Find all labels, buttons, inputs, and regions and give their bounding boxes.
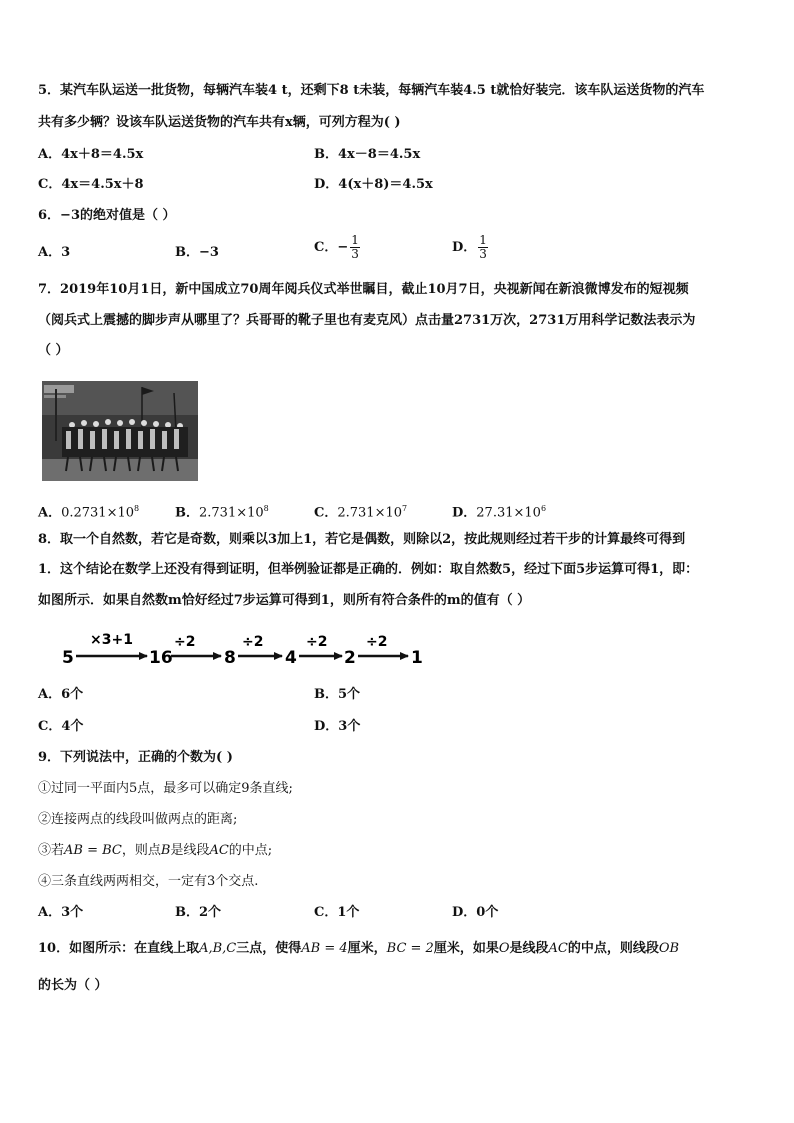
flow-number: 5 <box>62 648 74 668</box>
q9-s3-point: B <box>160 843 171 858</box>
q10-part: 三点，使得 <box>236 941 302 956</box>
q7-option-d-exponent: 6 <box>540 504 547 513</box>
q5-option-b: B．4x－8＝4.5x <box>314 147 421 162</box>
q8-stem-line3: 如图所示．如果自然数m恰好经过7步运算可得到1，则所有符合条件的m的值有（ ） <box>38 593 531 608</box>
q10-segment-ob: OB <box>658 941 680 956</box>
q7-option-b <box>175 500 269 522</box>
q10-stem-line1 <box>38 940 679 958</box>
q5-option-a: A．4x＋8＝4.5x <box>38 147 144 162</box>
q6-option-b: B．−3 <box>175 245 219 260</box>
q8-option-a: A．6个 <box>38 687 84 702</box>
q6-option-a: A．3 <box>38 245 71 260</box>
flow-number: 2 <box>344 648 356 668</box>
flow-number: 1 <box>411 648 423 668</box>
q7-option-a-label: A． <box>38 505 62 521</box>
flow-operation-label: ÷2 <box>366 634 388 650</box>
q9-statement-3 <box>38 842 272 860</box>
q6-option-d-fraction <box>478 234 488 261</box>
q6-option-d-label: D． <box>452 240 477 255</box>
q6-stem: 6．−3的绝对值是（ ） <box>38 208 176 223</box>
fraction-numerator: 1 <box>479 233 487 247</box>
q10-point-o: O <box>498 941 510 956</box>
flow-operation-label: ÷2 <box>306 634 328 650</box>
q7-option-b-base: 2.731×10 <box>199 505 264 521</box>
q10-equation-bc: BC = 2 <box>386 941 434 956</box>
q9-s3-segment: AC <box>209 843 229 858</box>
q10-part: 厘米， <box>347 941 387 956</box>
q10-equation-ab: AB = 4 <box>301 941 348 956</box>
q7-option-b-exponent: 8 <box>263 504 269 513</box>
q9-s3-part: ③若 <box>38 843 65 858</box>
flow-operation-label: ÷2 <box>174 634 196 650</box>
q7-option-a-base: 0.2731×10 <box>61 505 135 521</box>
q8-stem-line1: 8．取一个自然数，若它是奇数，则乘以3加上1，若它是偶数，则除以2，按此规则经过若干步的计算最终可得到 <box>38 532 686 547</box>
q7-option-a-exponent: 8 <box>134 504 140 513</box>
q10-segment-ac: AC <box>548 941 568 956</box>
fraction-numerator: 1 <box>351 233 359 247</box>
operation-flow-diagram <box>56 628 436 676</box>
fraction-denominator: 3 <box>351 247 359 261</box>
q5-stem-line1: 5．某汽车队运送一批货物，每辆汽车装4 t，还剩下8 t未装，每辆汽车装4.5 t就恰好装完．该车队运送货物的汽车 <box>38 83 705 98</box>
q6-option-c <box>314 234 360 261</box>
q7-option-c-base: 2.731×10 <box>337 505 403 521</box>
q7-option-a <box>38 500 139 522</box>
q7-option-c <box>314 500 407 522</box>
q9-option-c: C．1个 <box>314 905 360 920</box>
q9-option-d: D．0个 <box>452 905 499 920</box>
q9-s3-part: 的中点; <box>228 843 273 858</box>
q9-statement-2: ②连接两点的线段叫做两点的距离; <box>38 812 238 827</box>
q10-points: A,B,C <box>199 941 237 956</box>
q7-stem-line3: （ ） <box>38 343 69 358</box>
q10-part: 10．如图所示：在直线上取 <box>38 941 200 956</box>
q5-option-c: C．4x＝4.5x＋8 <box>38 177 144 192</box>
q10-part: 是线段 <box>509 941 549 956</box>
flow-number: 16 <box>149 648 173 668</box>
flow-operation-label: ÷2 <box>242 634 264 650</box>
q6-option-c-fraction <box>350 234 360 261</box>
q7-stem-line1: 7．2019年10月1日，新中国成立70周年阅兵仪式举世瞩目，截止10月7日，央视新闻在新浪微博发布的短视频 <box>38 282 689 297</box>
q9-statement-4: ④三条直线两两相交，一定有3个交点. <box>38 874 259 889</box>
q9-s3-part: ，则点 <box>121 843 161 858</box>
flow-operations <box>90 632 387 650</box>
q9-stem: 9．下列说法中，正确的个数为( ) <box>38 750 233 765</box>
q10-stem-line2: 的长为（ ） <box>38 978 108 993</box>
q6-option-d <box>452 234 488 261</box>
q9-option-b: B．2个 <box>175 905 222 920</box>
q6-option-c-label: C．− <box>314 240 349 255</box>
q7-option-d <box>452 500 546 522</box>
q9-s3-equation: AB = BC <box>64 843 122 858</box>
q8-option-d: D．3个 <box>314 719 361 734</box>
q9-s3-part: 是线段 <box>170 843 210 858</box>
q7-option-d-label: D． <box>452 505 477 521</box>
q10-part: 的中点，则线段 <box>567 941 659 956</box>
q9-statement-1: ①过同一平面内5点，最多可以确定9条直线; <box>38 781 293 796</box>
q7-option-c-exponent: 7 <box>402 504 408 513</box>
flow-operation-label: ×3+1 <box>90 632 133 648</box>
fraction-denominator: 3 <box>479 247 487 261</box>
q8-option-b: B．5个 <box>314 687 361 702</box>
q7-option-d-base: 27.31×10 <box>476 505 541 521</box>
flow-number: 8 <box>224 648 236 668</box>
q7-stem-line2: （阅兵式上震撼的脚步声从哪里了？兵哥哥的靴子里也有麦克风）点击量2731万次，2731万用科学记数法表示为 <box>38 313 696 328</box>
q10-part: 厘米，如果 <box>433 941 499 956</box>
q7-option-b-label: B． <box>175 505 199 521</box>
q8-option-c: C．4个 <box>38 719 84 734</box>
parade-photo <box>42 381 198 481</box>
flow-number: 4 <box>285 648 297 668</box>
q5-stem-line2: 共有多少辆？设该车队运送货物的汽车共有x辆，可列方程为( ) <box>38 115 401 130</box>
q5-option-d: D．4(x＋8)＝4.5x <box>314 177 433 192</box>
q8-stem-line2: 1．这个结论在数学上还没有得到证明，但举例验证都是正确的．例如：取自然数5，经过下面5步运算可得1，即： <box>38 562 699 577</box>
flow-numbers <box>62 648 423 668</box>
q9-option-a: A．3个 <box>38 905 84 920</box>
q7-option-c-label: C． <box>314 505 338 521</box>
